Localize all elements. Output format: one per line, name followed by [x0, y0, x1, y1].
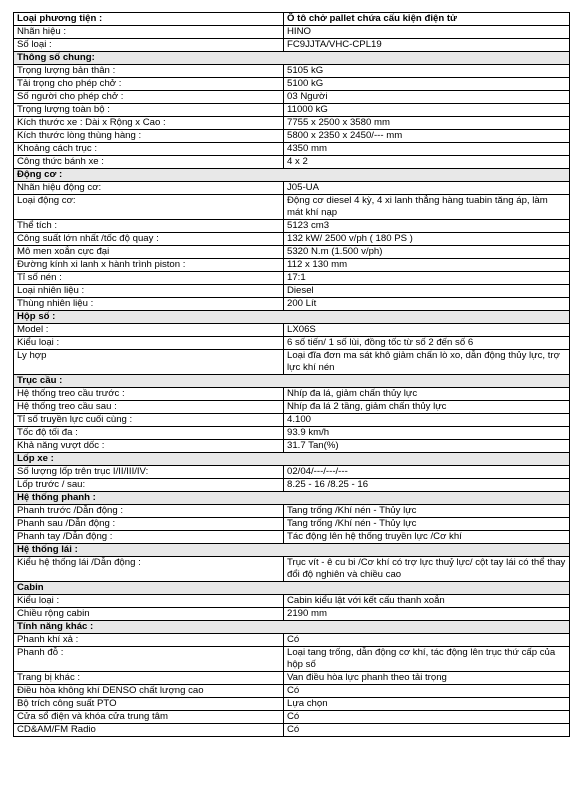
- spec-label: Model :: [14, 324, 284, 337]
- spec-value: 2190 mm: [284, 608, 570, 621]
- spec-label: CD&AM/FM Radio: [14, 724, 284, 737]
- spec-label: Kiểu loại :: [14, 337, 284, 350]
- spec-value: Ô tô chở pallet chứa cấu kiện điện tử: [284, 13, 570, 26]
- table-row: [14, 672, 570, 685]
- spec-label: Trọng lượng toàn bộ :: [14, 104, 284, 117]
- spec-label: Số người cho phép chở :: [14, 91, 284, 104]
- spec-label: Hệ thống treo cầu trước :: [14, 388, 284, 401]
- table-row: [14, 298, 570, 311]
- table-row: [14, 246, 570, 259]
- spec-value: Có: [284, 685, 570, 698]
- spec-label: Công suất lớn nhất /tốc độ quay :: [14, 233, 284, 246]
- table-row: [14, 65, 570, 78]
- spec-label: Kiểu loại :: [14, 595, 284, 608]
- table-row: [14, 78, 570, 91]
- spec-value: Loại đĩa đơn ma sát khô giảm chấn lò xo, dẫn động thủy lực, trợ lực khí nén: [284, 350, 570, 375]
- spec-value: 4.100: [284, 414, 570, 427]
- section-title: Trục cầu :: [14, 375, 570, 388]
- spec-value: 7755 x 2500 x 3580 mm: [284, 117, 570, 130]
- section-title: Thông số chung:: [14, 52, 570, 65]
- spec-value: 17:1: [284, 272, 570, 285]
- table-row: [14, 259, 570, 272]
- spec-value: Diesel: [284, 285, 570, 298]
- table-row: [14, 557, 570, 582]
- spec-label: Khoảng cách trục :: [14, 143, 284, 156]
- table-row: [14, 220, 570, 233]
- spec-value: 6 số tiến/ 1 số lùi, đồng tốc từ số 2 đến số 6: [284, 337, 570, 350]
- spec-label: Thùng nhiên liệu :: [14, 298, 284, 311]
- table-row: [14, 388, 570, 401]
- spec-value: J05-UA: [284, 182, 570, 195]
- spec-value: Tác động lên hệ thống truyền lực /Cơ khí: [284, 531, 570, 544]
- table-row: [14, 466, 570, 479]
- table-row: [14, 104, 570, 117]
- spec-label: Phanh đỗ :: [14, 647, 284, 672]
- section-title: Hộp số :: [14, 311, 570, 324]
- spec-label: Ly hợp: [14, 350, 284, 375]
- spec-value: 5123 cm3: [284, 220, 570, 233]
- table-header-row: [14, 13, 570, 26]
- table-row: [14, 531, 570, 544]
- table-row: [14, 285, 570, 298]
- spec-label: Điều hòa không khí DENSO chất lượng cao: [14, 685, 284, 698]
- spec-table-body: [14, 13, 570, 737]
- spec-value: 200 Lít: [284, 298, 570, 311]
- spec-label: Kích thước xe : Dài x Rộng x Cao :: [14, 117, 284, 130]
- spec-value: 11000 kG: [284, 104, 570, 117]
- spec-label: Nhãn hiệu động cơ:: [14, 182, 284, 195]
- table-row: [14, 698, 570, 711]
- spec-value: Trục vít - ê cu bi /Cơ khí có trợ lực thuỷ lực/ cột tay lái có thể thay đổi độ nghiên và chiều cao: [284, 557, 570, 582]
- section-header-row: [14, 52, 570, 65]
- spec-label: Trọng lượng bản thân :: [14, 65, 284, 78]
- table-row: [14, 479, 570, 492]
- spec-label: Tỉ số truyền lực cuối cùng :: [14, 414, 284, 427]
- spec-value: Tang trống /Khí nén - Thủy lực: [284, 518, 570, 531]
- spec-value: 5320 N.m (1.500 v/ph): [284, 246, 570, 259]
- spec-value: 5100 kG: [284, 78, 570, 91]
- table-row: [14, 182, 570, 195]
- spec-label: Mô men xoắn cực đại: [14, 246, 284, 259]
- table-row: [14, 130, 570, 143]
- table-row: [14, 414, 570, 427]
- table-row: [14, 685, 570, 698]
- section-title: Lốp xe :: [14, 453, 570, 466]
- spec-value: Lựa chọn: [284, 698, 570, 711]
- spec-label: Phanh khí xả :: [14, 634, 284, 647]
- section-header-row: [14, 492, 570, 505]
- table-row: [14, 233, 570, 246]
- spec-value: 4350 mm: [284, 143, 570, 156]
- spec-label: Tải trọng cho phép chở :: [14, 78, 284, 91]
- spec-label: Cửa sổ điện và khóa cửa trung tâm: [14, 711, 284, 724]
- section-title: Hệ thống lái :: [14, 544, 570, 557]
- table-row: [14, 505, 570, 518]
- spec-label: Loại động cơ:: [14, 195, 284, 220]
- spec-value: 03 Người: [284, 91, 570, 104]
- spec-value: LX06S: [284, 324, 570, 337]
- table-row: [14, 337, 570, 350]
- table-row: [14, 427, 570, 440]
- section-title: Hệ thống phanh :: [14, 492, 570, 505]
- spec-table: [13, 12, 570, 737]
- spec-value: 5105 kG: [284, 65, 570, 78]
- table-row: [14, 39, 570, 52]
- spec-label: Lốp trước / sau:: [14, 479, 284, 492]
- table-row: [14, 440, 570, 453]
- spec-value: 132 kW/ 2500 v/ph ( 180 PS ): [284, 233, 570, 246]
- spec-value: 93.9 km/h: [284, 427, 570, 440]
- spec-value: Tang trống /Khí nén - Thủy lực: [284, 505, 570, 518]
- spec-value: Có: [284, 634, 570, 647]
- spec-label: Loại nhiên liệu :: [14, 285, 284, 298]
- spec-value: 112 x 130 mm: [284, 259, 570, 272]
- spec-value: 02/04/---/---/---: [284, 466, 570, 479]
- table-row: [14, 724, 570, 737]
- spec-label: Khả năng vượt dốc :: [14, 440, 284, 453]
- spec-value: Loại tang trống, dẫn động cơ khí, tác động lên trục thứ cấp của hộp số: [284, 647, 570, 672]
- spec-value: FC9JJTA/VHC-CPL19: [284, 39, 570, 52]
- spec-label: Phanh tay /Dẫn động :: [14, 531, 284, 544]
- spec-label: Chiều rộng cabin: [14, 608, 284, 621]
- section-title: Tính năng khác :: [14, 621, 570, 634]
- table-row: [14, 91, 570, 104]
- section-header-row: [14, 544, 570, 557]
- spec-label: Phanh sau /Dẫn động :: [14, 518, 284, 531]
- spec-label: Loại phương tiện :: [14, 13, 284, 26]
- spec-value: 31.7 Tan(%): [284, 440, 570, 453]
- spec-label: Tốc độ tối đa :: [14, 427, 284, 440]
- spec-label: Số loại :: [14, 39, 284, 52]
- table-row: [14, 647, 570, 672]
- table-row: [14, 156, 570, 169]
- spec-label: Nhãn hiệu :: [14, 26, 284, 39]
- spec-label: Tỉ số nén :: [14, 272, 284, 285]
- spec-value: Nhíp đa lá, giảm chấn thủy lực: [284, 388, 570, 401]
- spec-value: 8.25 - 16 /8.25 - 16: [284, 479, 570, 492]
- spec-value: 5800 x 2350 x 2450/--- mm: [284, 130, 570, 143]
- spec-label: Công thức bánh xe :: [14, 156, 284, 169]
- section-header-row: [14, 169, 570, 182]
- spec-value: Có: [284, 724, 570, 737]
- spec-label: Kích thước lòng thùng hàng :: [14, 130, 284, 143]
- spec-label: Thể tích :: [14, 220, 284, 233]
- spec-value: Cabin kiểu lật với kết cấu thanh xoắn: [284, 595, 570, 608]
- spec-label: Bộ trích công suất PTO: [14, 698, 284, 711]
- section-header-row: [14, 453, 570, 466]
- spec-label: Hệ thống treo cầu sau :: [14, 401, 284, 414]
- spec-label: Phanh trước /Dẫn động :: [14, 505, 284, 518]
- spec-value: Có: [284, 711, 570, 724]
- table-row: [14, 324, 570, 337]
- spec-label: Đường kính xi lanh x hành trình piston :: [14, 259, 284, 272]
- spec-label: Số lượng lốp trên trục I/II/III/IV:: [14, 466, 284, 479]
- table-row: [14, 608, 570, 621]
- spec-value: 4 x 2: [284, 156, 570, 169]
- section-title: Động cơ :: [14, 169, 570, 182]
- spec-value: HINO: [284, 26, 570, 39]
- table-row: [14, 195, 570, 220]
- table-row: [14, 634, 570, 647]
- spec-label: Trang bị khác :: [14, 672, 284, 685]
- spec-value: Nhíp đa lá 2 tầng, giảm chấn thủy lực: [284, 401, 570, 414]
- spec-value: Van điều hòa lực phanh theo tải trọng: [284, 672, 570, 685]
- table-row: [14, 350, 570, 375]
- table-row: [14, 26, 570, 39]
- table-row: [14, 711, 570, 724]
- table-row: [14, 595, 570, 608]
- section-header-row: [14, 582, 570, 595]
- spec-value: Động cơ diesel 4 kỳ, 4 xi lanh thẳng hàng tuabin tăng áp, làm mát khí nạp: [284, 195, 570, 220]
- section-header-row: [14, 311, 570, 324]
- section-header-row: [14, 375, 570, 388]
- section-header-row: [14, 621, 570, 634]
- table-row: [14, 117, 570, 130]
- section-title: Cabin: [14, 582, 570, 595]
- table-row: [14, 401, 570, 414]
- table-row: [14, 272, 570, 285]
- table-row: [14, 518, 570, 531]
- spec-label: Kiểu hệ thống lái /Dẫn động :: [14, 557, 284, 582]
- table-row: [14, 143, 570, 156]
